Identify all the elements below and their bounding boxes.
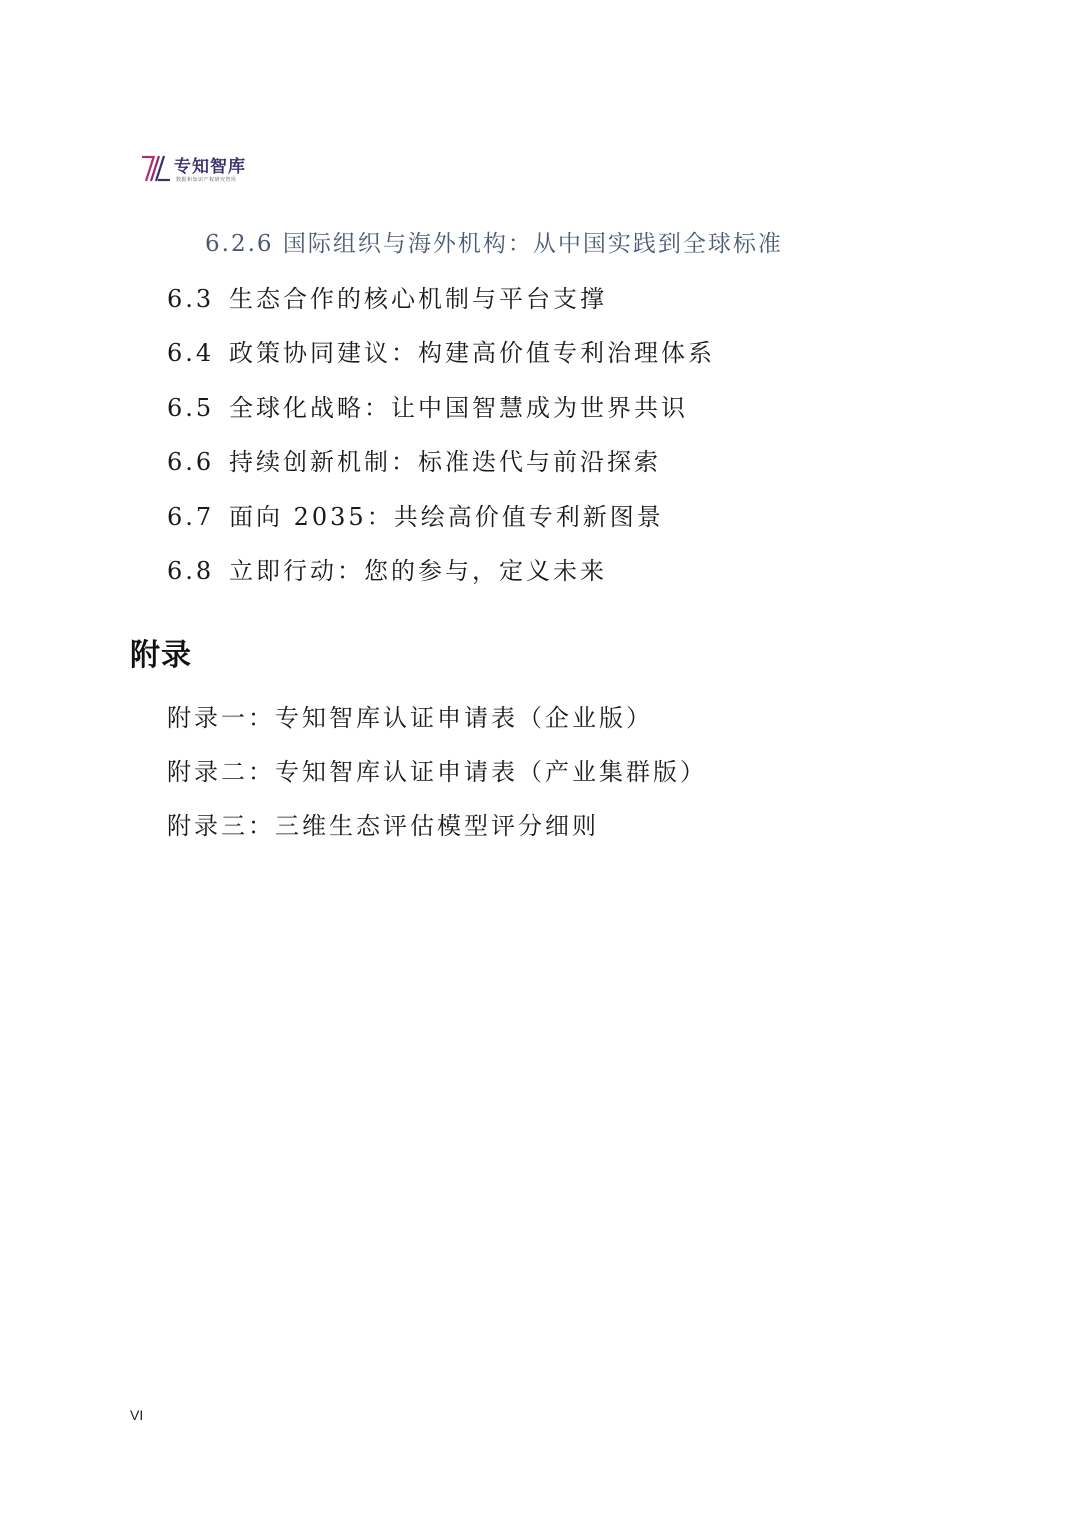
appendix-item-1[interactable]: 附录一：专知智库认证申请表（企业版） [167,704,653,732]
toc-item-title: 面向 2035：共绘高价值专利新图景 [229,503,664,531]
brand-logo [140,150,270,186]
toc-item-number: 6.6 [167,448,215,476]
toc-item[interactable] [167,338,715,368]
appendix-item-3[interactable]: 附录三：三维生态评估模型评分细则 [167,812,599,840]
toc-item[interactable] [167,447,661,477]
toc-item-title: 生态合作的核心机制与平台支撑 [229,285,607,313]
toc-item-title: 立即行动：您的参与，定义未来 [229,557,607,585]
toc-item-title: 持续创新机制：标准迭代与前沿探索 [229,448,661,476]
toc-item[interactable] [167,393,688,423]
toc-item[interactable] [167,556,607,586]
appendix-heading: 附录 [130,638,192,673]
toc-item-title: 全球化战略：让中国智慧成为世界共识 [229,394,688,422]
logo-name: 专知智库 [174,157,246,177]
appendix-item-2[interactable]: 附录二：专知智库认证申请表（产业集群版） [167,758,707,786]
logo-mark-icon [140,154,172,182]
toc-subitem-6-2-6[interactable]: 6.2.6 国际组织与海外机构：从中国实践到全球标准 [205,231,783,257]
toc-item-number: 6.3 [167,285,215,313]
toc-item-number: 6.7 [167,503,215,531]
toc-item-number: 6.8 [167,557,215,585]
toc-item-title: 政策协同建议：构建高价值专利治理体系 [229,339,715,367]
logo-subtitle: 数据和知识产权研究智库 [176,177,237,183]
toc-item-number: 6.5 [167,394,215,422]
toc-item[interactable] [167,502,664,532]
toc-item-number: 6.4 [167,339,215,367]
toc-item[interactable] [167,284,607,314]
page-number: VI [130,1407,144,1423]
